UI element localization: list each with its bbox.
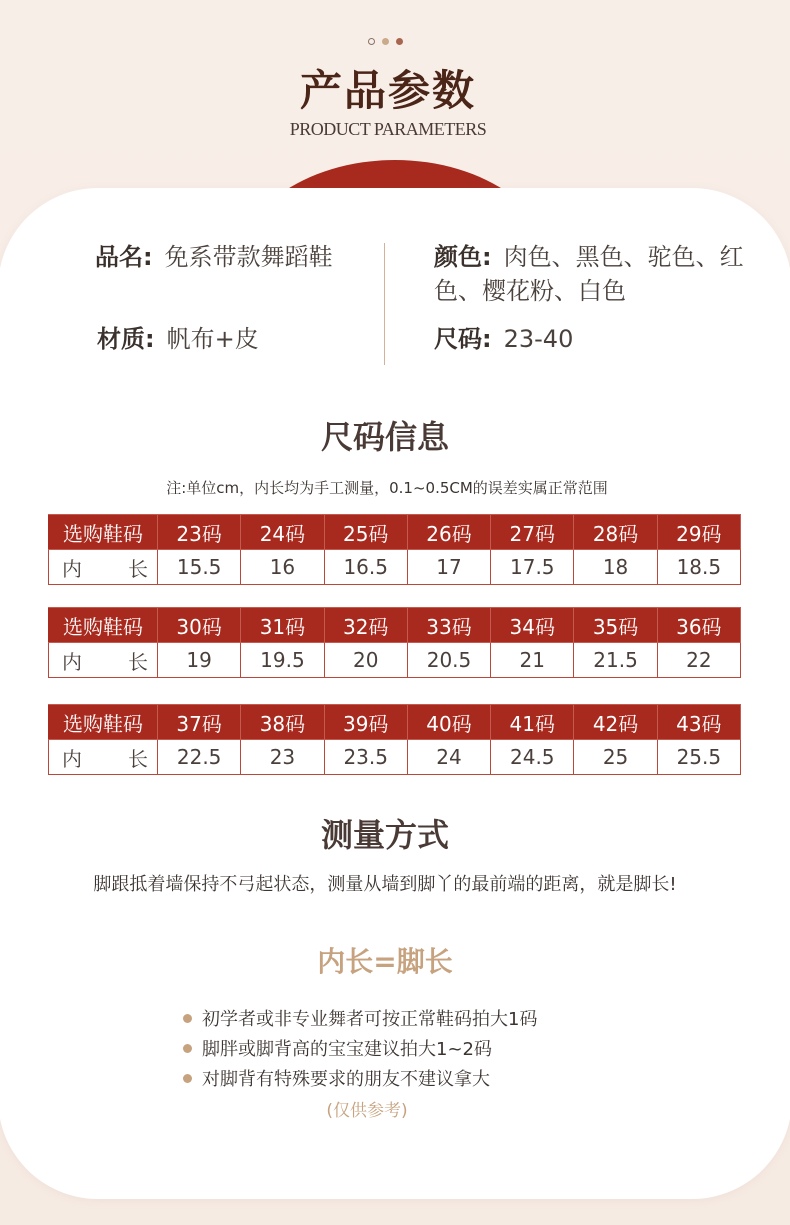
length-cell: 24 bbox=[407, 740, 490, 775]
size-cell: 24码 bbox=[241, 515, 324, 550]
param-name-label: 品名: bbox=[95, 243, 153, 271]
size-cell: 26码 bbox=[407, 515, 490, 550]
param-name-value: 免系带款舞蹈鞋 bbox=[164, 243, 333, 271]
size-note: 注:单位cm，内长均为手工测量，0.1~0.5CM的误差实属正常范围 bbox=[166, 479, 608, 497]
length-cell: 22.5 bbox=[158, 740, 241, 775]
size-header-label: 选购鞋码 bbox=[49, 608, 158, 643]
param-material-value: 帆布+皮 bbox=[166, 325, 259, 353]
length-cell: 17.5 bbox=[491, 550, 574, 585]
length-cell: 21 bbox=[491, 643, 574, 678]
size-cell: 36码 bbox=[657, 608, 740, 643]
length-cell: 22 bbox=[657, 643, 740, 678]
size-cell: 28码 bbox=[574, 515, 657, 550]
length-row bbox=[49, 643, 741, 678]
length-cell: 21.5 bbox=[574, 643, 657, 678]
length-row-label: 内 长 bbox=[49, 643, 158, 678]
length-cell: 16.5 bbox=[324, 550, 407, 585]
length-row bbox=[49, 740, 741, 775]
size-cell: 27码 bbox=[491, 515, 574, 550]
tip-note: (仅供参考) bbox=[326, 1101, 408, 1121]
length-cell: 16 bbox=[241, 550, 324, 585]
tip-text: 脚胖或脚背高的宝宝建议拍大1~2码 bbox=[202, 1039, 492, 1060]
size-header-row bbox=[49, 515, 741, 550]
param-color bbox=[434, 240, 754, 308]
size-header-label: 选购鞋码 bbox=[49, 705, 158, 740]
param-size-label: 尺码: bbox=[434, 325, 492, 353]
param-material-label: 材质: bbox=[97, 325, 155, 353]
page-subtitle: PRODUCT PARAMETERS bbox=[289, 119, 487, 139]
length-cell: 18 bbox=[574, 550, 657, 585]
size-header-label: 选购鞋码 bbox=[49, 515, 158, 550]
size-info-title: 尺码信息 bbox=[320, 418, 449, 456]
dot-outline bbox=[368, 38, 375, 45]
measure-title: 测量方式 bbox=[320, 816, 449, 854]
length-cell: 15.5 bbox=[158, 550, 241, 585]
measure-description: 脚跟抵着墙保持不弓起状态，测量从墙到脚丫的最前端的距离，就是脚长! bbox=[93, 874, 677, 895]
length-row-label: 内 长 bbox=[49, 550, 158, 585]
length-row bbox=[49, 550, 741, 585]
param-color-value: 肉色、黑色、驼色、红色、樱花粉、白色 bbox=[434, 243, 744, 305]
size-cell: 38码 bbox=[241, 705, 324, 740]
size-header-row bbox=[49, 705, 741, 740]
size-header-row bbox=[49, 608, 741, 643]
param-size bbox=[434, 322, 573, 356]
tips-list bbox=[183, 1003, 537, 1093]
size-table bbox=[48, 607, 741, 678]
page-title: 产品参数 bbox=[299, 66, 476, 115]
length-cell: 19 bbox=[158, 643, 241, 678]
size-cell: 30码 bbox=[158, 608, 241, 643]
list-item bbox=[183, 1033, 537, 1063]
size-table bbox=[48, 704, 741, 775]
size-cell: 43码 bbox=[657, 705, 740, 740]
length-cell: 17 bbox=[407, 550, 490, 585]
param-divider bbox=[384, 243, 385, 365]
list-item bbox=[183, 1063, 537, 1093]
param-color-label: 颜色: bbox=[434, 243, 492, 271]
list-item bbox=[183, 1003, 537, 1033]
length-cell: 20.5 bbox=[407, 643, 490, 678]
dot-gold bbox=[382, 38, 389, 45]
size-cell: 41码 bbox=[491, 705, 574, 740]
bullet-icon bbox=[183, 1044, 192, 1053]
size-cell: 39码 bbox=[324, 705, 407, 740]
tip-text: 对脚背有特殊要求的朋友不建议拿大 bbox=[202, 1069, 490, 1090]
length-cell: 23 bbox=[241, 740, 324, 775]
param-material bbox=[97, 322, 259, 356]
size-cell: 29码 bbox=[657, 515, 740, 550]
length-cell: 20 bbox=[324, 643, 407, 678]
size-table bbox=[48, 514, 741, 585]
length-cell: 23.5 bbox=[324, 740, 407, 775]
decorative-dots bbox=[368, 38, 403, 45]
size-cell: 40码 bbox=[407, 705, 490, 740]
param-name bbox=[95, 240, 333, 274]
size-cell: 32码 bbox=[324, 608, 407, 643]
length-row-label: 内 长 bbox=[49, 740, 158, 775]
dot-red bbox=[396, 38, 403, 45]
length-cell: 18.5 bbox=[657, 550, 740, 585]
length-cell: 24.5 bbox=[491, 740, 574, 775]
size-cell: 23码 bbox=[158, 515, 241, 550]
size-cell: 25码 bbox=[324, 515, 407, 550]
bullet-icon bbox=[183, 1014, 192, 1023]
tip-text: 初学者或非专业舞者可按正常鞋码拍大1码 bbox=[202, 1009, 538, 1030]
size-cell: 35码 bbox=[574, 608, 657, 643]
param-size-value: 23-40 bbox=[503, 325, 574, 353]
measure-formula: 内长=脚长 bbox=[317, 945, 453, 978]
size-cell: 31码 bbox=[241, 608, 324, 643]
length-cell: 19.5 bbox=[241, 643, 324, 678]
size-cell: 33码 bbox=[407, 608, 490, 643]
length-cell: 25 bbox=[574, 740, 657, 775]
size-cell: 37码 bbox=[158, 705, 241, 740]
size-cell: 34码 bbox=[491, 608, 574, 643]
bullet-icon bbox=[183, 1074, 192, 1083]
length-cell: 25.5 bbox=[657, 740, 740, 775]
size-cell: 42码 bbox=[574, 705, 657, 740]
